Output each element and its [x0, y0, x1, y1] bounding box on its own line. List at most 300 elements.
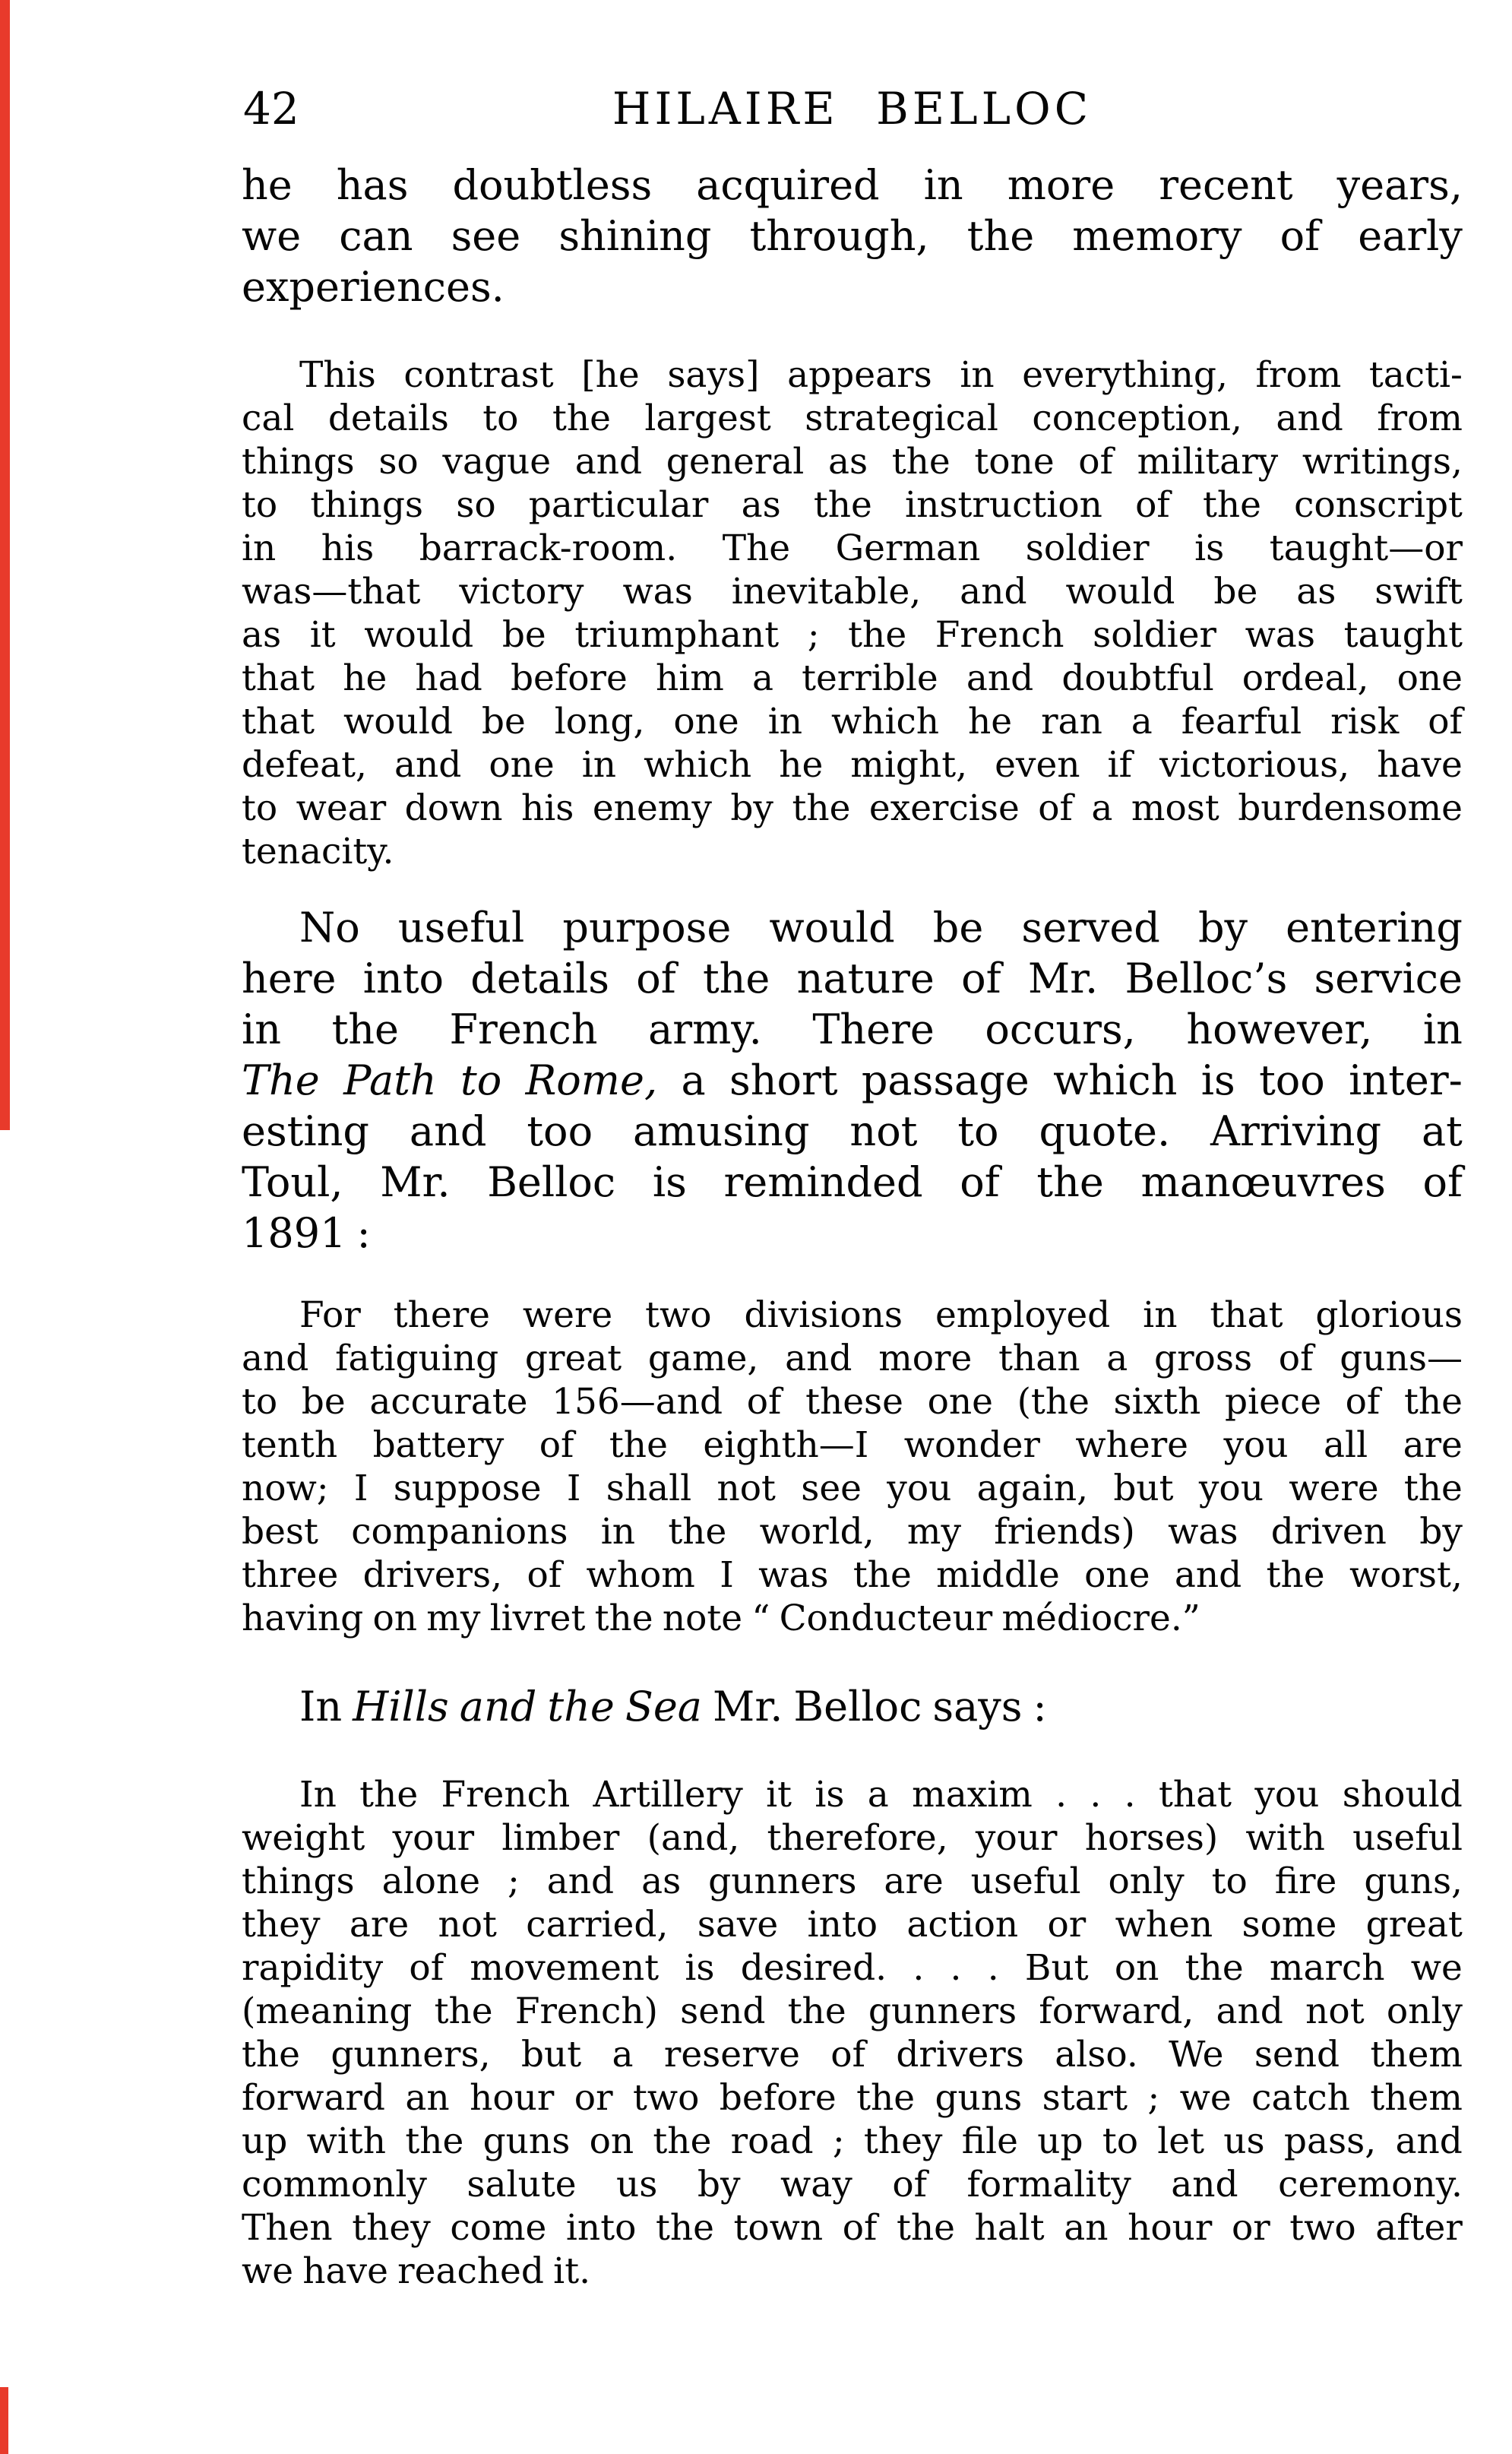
text-line	[242, 1337, 1463, 1380]
text-line	[242, 1293, 1463, 1337]
word: middle	[936, 1554, 1060, 1596]
word: of	[1422, 1158, 1463, 1206]
word: and	[785, 1338, 852, 1379]
word: wonder	[903, 1424, 1040, 1466]
word: too	[527, 1107, 593, 1155]
word: halt	[974, 2207, 1045, 2249]
paragraph	[242, 1681, 1463, 1732]
word: .	[950, 1947, 962, 1989]
word: military	[1137, 441, 1279, 483]
word: weight	[242, 1817, 365, 1859]
word: the	[702, 955, 770, 1002]
word: contrast	[403, 354, 554, 396]
word: him	[655, 657, 724, 699]
word: manœuvres	[1140, 1158, 1386, 1206]
word: ordeal,	[1242, 657, 1369, 699]
word: by	[697, 2164, 741, 2205]
word: carried,	[526, 1904, 669, 1946]
word: save	[697, 1904, 779, 1946]
word: the	[966, 212, 1035, 260]
word: purpose	[562, 904, 732, 952]
word: French)	[514, 1990, 658, 2032]
word: ;	[832, 2120, 845, 2162]
word: most	[1131, 787, 1219, 829]
word: (and,	[647, 1817, 740, 1859]
word: In	[299, 1683, 343, 1730]
word: occurs,	[985, 1005, 1136, 1053]
word: as	[1296, 571, 1336, 613]
word: the	[359, 1774, 419, 1816]
word: :	[356, 1209, 371, 1257]
word: would	[343, 701, 453, 743]
word: of	[1280, 212, 1321, 260]
word: to	[1102, 2120, 1138, 2162]
word: in	[1422, 1005, 1463, 1053]
word: would	[1065, 571, 1175, 613]
text-line	[242, 2120, 1463, 2163]
word: than	[998, 1338, 1080, 1379]
word: accurate	[369, 1381, 528, 1423]
word: swift	[1374, 571, 1463, 613]
word: were	[1289, 1468, 1379, 1509]
text-line	[242, 2250, 1463, 2293]
word: triumphant	[574, 614, 780, 656]
word: useful	[1352, 1817, 1463, 1859]
word: a	[681, 1056, 706, 1104]
word: the	[655, 2207, 714, 2249]
word: great	[1365, 1904, 1463, 1946]
word: have	[302, 2250, 388, 2292]
word: Belloc	[793, 1683, 922, 1730]
word: a	[1131, 701, 1153, 743]
word: now;	[242, 1468, 329, 1509]
text-line	[242, 1004, 1463, 1055]
word: There	[812, 1005, 935, 1053]
word: is	[1194, 527, 1225, 569]
word: to	[1211, 1860, 1248, 1902]
word: ceremony.	[1278, 2164, 1463, 2205]
word: way	[780, 2164, 852, 2205]
word: if	[1107, 744, 1132, 786]
word: the	[787, 1990, 846, 2032]
word: action	[906, 1904, 1019, 1946]
word: them	[1370, 2034, 1463, 2076]
word: or	[1231, 2207, 1270, 2249]
word: three	[242, 1554, 339, 1596]
word: that	[242, 701, 315, 743]
word: taught—or	[1269, 527, 1463, 569]
word: two	[1289, 2207, 1356, 2249]
word: details	[327, 397, 449, 439]
word: it.	[553, 2250, 591, 2292]
word: doubtless	[452, 161, 653, 209]
text-line	[242, 261, 1463, 312]
word: drivers	[896, 2034, 1024, 2076]
word: the	[1403, 1468, 1463, 1509]
word: employed	[935, 1294, 1111, 1336]
word: exercise	[868, 787, 1020, 829]
word: salute	[467, 2164, 577, 2205]
word: of	[746, 1381, 782, 1423]
word: Belloc	[487, 1158, 616, 1206]
word: be	[1213, 571, 1258, 613]
word: at	[1421, 1107, 1463, 1155]
word: not	[716, 1468, 776, 1509]
page-header	[242, 84, 1463, 134]
text-line	[242, 1055, 1463, 1106]
word: again,	[976, 1468, 1089, 1509]
text-line	[242, 1157, 1463, 1208]
word: come	[450, 2207, 547, 2249]
word: and	[546, 1860, 615, 1902]
word: is	[1200, 1056, 1235, 1104]
word: through,	[749, 212, 929, 260]
word: nature	[796, 955, 935, 1002]
word: note	[662, 1597, 743, 1639]
word: were	[522, 1294, 613, 1336]
word: was	[1168, 1511, 1238, 1553]
word: guns	[482, 2120, 571, 2162]
word: they	[863, 2120, 943, 2162]
word: Artillery	[593, 1774, 743, 1816]
word: burdensome	[1238, 787, 1463, 829]
word: and	[409, 1107, 487, 1155]
word: :	[1033, 1683, 1047, 1730]
page-content	[242, 84, 1463, 2293]
word: German	[835, 527, 981, 569]
word: and	[242, 1338, 309, 1379]
word: of	[961, 955, 1001, 1002]
text-line	[242, 211, 1463, 261]
word: on	[1114, 1947, 1159, 1989]
word: details	[470, 955, 609, 1002]
word: to	[482, 397, 519, 439]
word: is	[652, 1158, 687, 1206]
word: you	[1223, 1424, 1289, 1466]
word: Belloc’s	[1125, 955, 1288, 1002]
word: of	[892, 2164, 928, 2205]
word: that	[242, 657, 315, 699]
text-line	[242, 1208, 1463, 1259]
text-line	[242, 1380, 1463, 1423]
word: us	[616, 2164, 658, 2205]
word: enemy	[592, 787, 712, 829]
word: commonly	[242, 2164, 427, 2205]
word: of	[636, 955, 676, 1002]
word: everything,	[1022, 354, 1228, 396]
text-line	[242, 353, 1463, 397]
word: writings,	[1302, 441, 1463, 483]
text-line	[242, 902, 1463, 953]
word: where	[1075, 1424, 1188, 1466]
word: to	[242, 787, 278, 829]
word: so	[456, 484, 496, 526]
word: the	[668, 1511, 727, 1553]
word: was	[758, 1554, 829, 1596]
word: forward	[242, 2077, 385, 2119]
word: an	[405, 2077, 450, 2119]
text-line	[242, 787, 1463, 830]
word: of	[1038, 787, 1073, 829]
text-line	[242, 483, 1463, 527]
word: be	[932, 904, 984, 952]
word: up	[242, 2120, 288, 2162]
word: gunners	[868, 1990, 1017, 2032]
word: useful	[397, 904, 525, 952]
word: the	[242, 2034, 300, 2076]
word: was	[1245, 614, 1315, 656]
word: to	[460, 1056, 502, 1104]
word: which	[644, 744, 752, 786]
word: as	[641, 1860, 682, 1902]
word: a	[1091, 787, 1113, 829]
word: taught	[1343, 614, 1463, 656]
word: French	[441, 1774, 571, 1816]
word: 1891	[242, 1209, 346, 1257]
word: from	[1255, 354, 1342, 396]
text-line	[242, 1423, 1463, 1467]
word: of	[1428, 701, 1463, 743]
word: reached	[397, 2250, 544, 2292]
word: victory	[459, 571, 584, 613]
word: by	[730, 787, 773, 829]
word: one	[1397, 657, 1463, 699]
word: guns—	[1340, 1338, 1463, 1379]
word: worst,	[1349, 1554, 1463, 1596]
word: that	[1158, 1774, 1232, 1816]
text-line	[242, 1106, 1463, 1157]
word: before	[719, 2077, 837, 2119]
word: gunners,	[331, 2034, 491, 2076]
word: one	[927, 1381, 993, 1423]
word: in	[581, 744, 617, 786]
word: one	[673, 701, 739, 743]
word: was—that	[242, 571, 421, 613]
word: maxim	[912, 1774, 1033, 1816]
word: of	[1135, 484, 1170, 526]
word: French	[935, 614, 1064, 656]
word: ran	[1041, 701, 1102, 743]
paragraph	[242, 1293, 1463, 1640]
word: experiences.	[242, 263, 505, 311]
word: livret	[489, 1597, 586, 1639]
word: them	[1370, 2077, 1463, 2119]
text-line	[242, 953, 1463, 1004]
word: are	[349, 1904, 410, 1946]
text-line	[242, 1860, 1463, 1903]
text-line	[242, 657, 1463, 700]
word: having	[242, 1597, 364, 1639]
word: was	[622, 571, 693, 613]
word: game,	[647, 1338, 759, 1379]
word: vague	[442, 441, 552, 483]
word: things	[242, 441, 355, 483]
word: us	[1223, 2120, 1265, 2162]
text-line	[242, 2033, 1463, 2076]
word: start	[1042, 2077, 1128, 2119]
word: acquired	[696, 161, 880, 209]
word: has	[336, 161, 409, 209]
word: Mr.	[1027, 955, 1099, 1002]
word: the	[609, 1424, 668, 1466]
word: too	[1259, 1056, 1325, 1104]
word: some	[1242, 1904, 1337, 1946]
word: we	[1179, 2077, 1232, 2119]
word: and	[966, 657, 1034, 699]
word: to	[242, 484, 278, 526]
word: Toul,	[242, 1158, 343, 1206]
word: Hills	[353, 1683, 449, 1730]
word: says]	[667, 354, 760, 396]
word: service	[1314, 955, 1463, 1002]
word: entering	[1286, 904, 1463, 952]
word: into	[565, 2207, 637, 2249]
word: two	[632, 2077, 700, 2119]
word: the	[1403, 1381, 1463, 1423]
word: cal	[242, 397, 295, 439]
word: reserve	[663, 2034, 800, 2076]
word: .	[1124, 1774, 1136, 1816]
word: as	[827, 441, 868, 483]
word: Arriving	[1210, 1107, 1382, 1155]
word: Mr.	[380, 1158, 451, 1206]
word: a	[867, 1774, 889, 1816]
word: a	[1106, 1338, 1128, 1379]
text-line	[242, 397, 1463, 440]
text-line	[242, 1990, 1463, 2033]
word: more	[878, 1338, 973, 1379]
word: amusing	[633, 1107, 810, 1155]
word: however,	[1186, 1005, 1373, 1053]
word: be	[301, 1381, 346, 1423]
word: and	[1171, 2164, 1238, 2205]
word: not	[1305, 1990, 1365, 2032]
word: Rome,	[525, 1056, 658, 1104]
word: into	[807, 1904, 878, 1946]
word: it	[766, 1774, 792, 1816]
word: shining	[558, 212, 712, 260]
word: his	[321, 527, 375, 569]
word: as	[242, 614, 282, 656]
word: have	[1377, 744, 1463, 786]
word: be	[501, 614, 546, 656]
word: tone	[974, 441, 1055, 483]
word: are	[884, 1860, 944, 1902]
word: alone	[381, 1860, 481, 1902]
text-line	[242, 1816, 1463, 1860]
word: fire	[1274, 1860, 1337, 1902]
word: passage	[861, 1056, 1030, 1104]
word: one	[1084, 1554, 1150, 1596]
word: .	[987, 1947, 999, 1989]
word: or	[1047, 1904, 1087, 1946]
word: road	[730, 2120, 814, 2162]
word: the	[896, 2207, 955, 2249]
word: before	[510, 657, 628, 699]
word: let	[1157, 2120, 1204, 2162]
word: so	[378, 441, 419, 483]
word: we	[1410, 1947, 1463, 1989]
paragraph	[242, 902, 1463, 1259]
word: can	[339, 212, 413, 260]
word: that	[1210, 1294, 1283, 1336]
word: a	[751, 657, 773, 699]
word: fearful	[1181, 701, 1302, 743]
word: of	[539, 1424, 574, 1466]
word: would	[769, 904, 895, 952]
word: This	[299, 354, 376, 396]
word: and	[1216, 1990, 1283, 2032]
red-edge-strip-bottom	[0, 2387, 8, 2454]
word: you	[887, 1468, 952, 1509]
word: the	[1202, 484, 1261, 526]
word: I	[566, 1468, 581, 1509]
word: march	[1269, 1947, 1385, 1989]
word: file	[961, 2120, 1018, 2162]
text-line	[242, 1946, 1463, 1990]
word: all	[1324, 1424, 1368, 1466]
word: the	[856, 2077, 916, 2119]
word: your	[392, 1817, 475, 1859]
word: guns,	[1364, 1860, 1463, 1902]
word: they	[352, 2207, 431, 2249]
word: piece	[1224, 1381, 1322, 1423]
word: two	[645, 1294, 712, 1336]
word: the	[792, 787, 851, 829]
word: gunners	[708, 1860, 857, 1902]
word: in	[923, 161, 963, 209]
word: guns	[935, 2077, 1023, 2119]
word: of	[409, 1947, 444, 1989]
word: might,	[850, 744, 968, 786]
word: useful	[970, 1860, 1081, 1902]
word: his	[520, 787, 574, 829]
word: on	[372, 1597, 418, 1639]
word: wear	[296, 787, 387, 829]
word: you	[1198, 1468, 1264, 1509]
word: as	[741, 484, 781, 526]
word: (meaning	[242, 1990, 413, 2032]
word: or	[574, 2077, 613, 2119]
word: he	[779, 744, 824, 786]
word: appears	[787, 354, 932, 396]
word: early	[1358, 212, 1463, 260]
word: the	[1036, 1158, 1104, 1206]
text-line	[242, 830, 1463, 873]
word: fatiguing	[335, 1338, 499, 1379]
word: doubtful	[1061, 657, 1214, 699]
word: In	[299, 1774, 337, 1816]
word: horses)	[1084, 1817, 1219, 1859]
word: the	[434, 1990, 493, 2032]
word: ;	[1147, 2077, 1160, 2119]
page-number: 42	[243, 83, 299, 135]
word: he	[968, 701, 1013, 743]
text-line	[242, 2076, 1463, 2120]
word: years,	[1336, 161, 1463, 209]
word: army.	[648, 1005, 762, 1053]
word: in	[767, 701, 802, 743]
word: and	[1174, 1554, 1242, 1596]
word: battery	[372, 1424, 505, 1466]
word: we	[242, 212, 302, 260]
text-line	[242, 613, 1463, 657]
word: hour	[470, 2077, 555, 2119]
word: and	[1276, 397, 1343, 439]
word: after	[1375, 2207, 1463, 2249]
word: Then	[242, 2207, 333, 2249]
word: in	[242, 527, 277, 569]
